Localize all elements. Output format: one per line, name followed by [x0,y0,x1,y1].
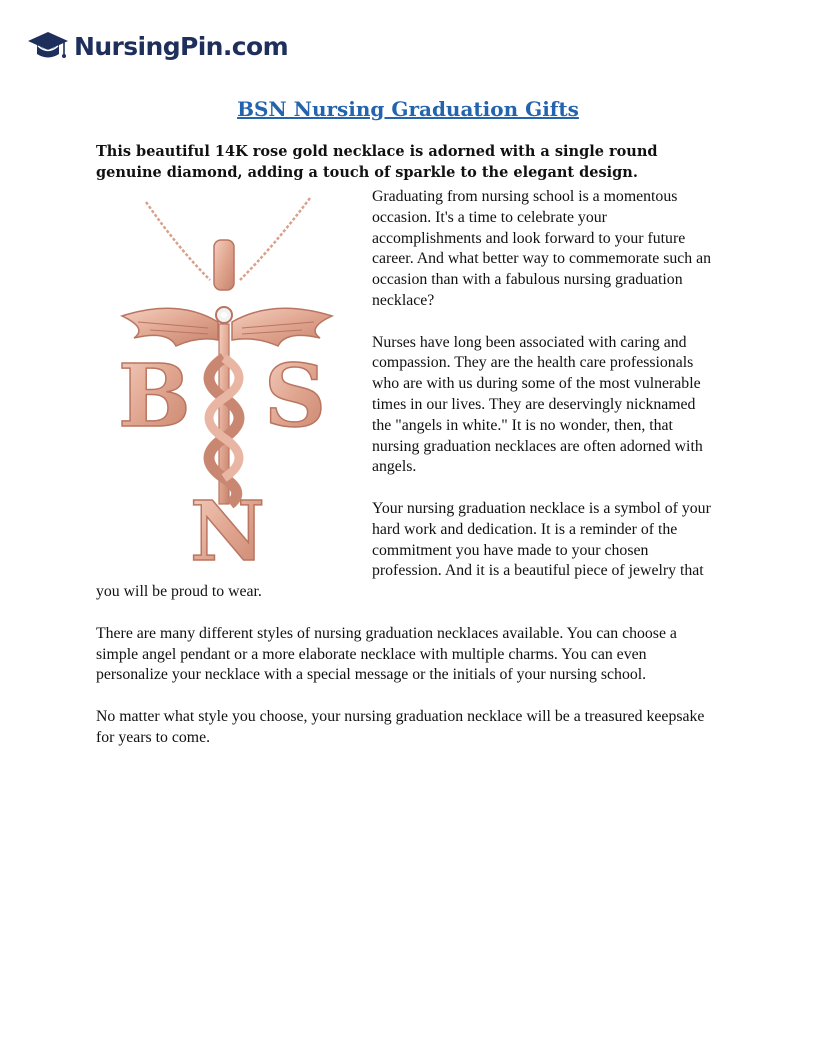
body-paragraph-2: Nurses have long been associated with caring and compassion. They are the health care professionals who are with us during some of the most vulnerable times in our lives. They are deservingly nicknamed the "angels in white." It is no wonder, then, that nursing graduation necklaces are often adorned with angels. [372,333,703,476]
graduation-cap-icon [26,28,70,64]
body-paragraph-1: Graduating from nursing school is a momentous occasion. It's a time to celebrate your accomplishments and look forward to your future career. And what better way to commemorate such an occasion than with a fabulous nursing graduation necklace? [372,188,712,309]
page-title-link[interactable] [0,96,816,122]
lead-paragraph: This beautiful 14K rose gold necklace is adorned with a single round genuine diamond, adding a touch of sparkle to the elegant design. [96,143,658,181]
pendant-letter-s: S [264,346,327,447]
page-title[interactable]: BSN Nursing Graduation Gifts [237,97,579,121]
pendant-letter-n: N [190,484,265,572]
body-paragraph-4: There are many different styles of nursing graduation necklaces available. You can choose a simple angel pendant or a more elaborate necklace with multiple charms. You can even personalize your necklace with a special message or the initials of your nursing school. [96,624,677,684]
brand-name: NursingPin.com [74,31,289,61]
site-logo[interactable] [26,26,288,66]
bsn-necklace-image [98,188,354,572]
pendant-letter-b: B [118,346,191,447]
article [96,141,718,769]
body-paragraph-3: Your nursing graduation necklace is a symbol of your hard work and dedication. It is a reminder of the commitment you have made to your chosen profession. And it is a beautiful piece of jewelry that you will be proud to wear. [96,499,711,601]
body-paragraph-5: No matter what style you choose, your nursing graduation necklace will be a treasured keepsake for years to come. [96,707,705,746]
